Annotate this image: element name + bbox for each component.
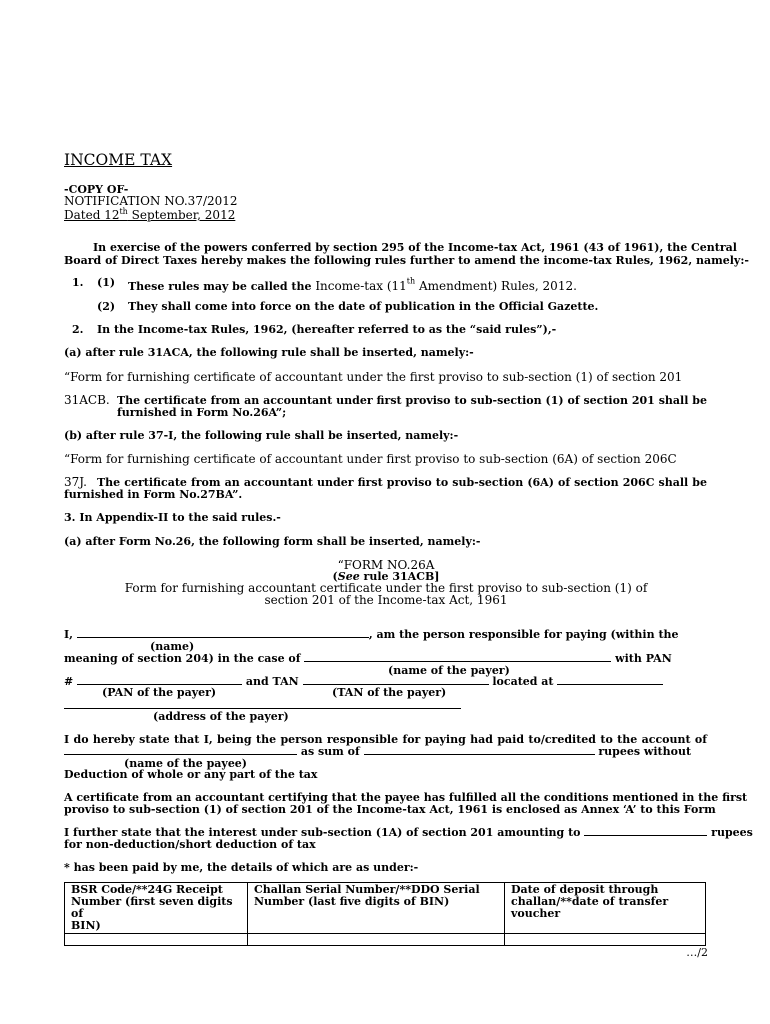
header-deposit-date: Date of deposit through challan/**date of transfer voucher: [505, 883, 706, 934]
rule-3-text: 3. In Appendix-II to the said rules.-: [64, 511, 281, 524]
table-header-row: [65, 883, 706, 934]
interest-line-2: for non-deduction/short deduction of tax: [64, 838, 316, 851]
address-caption: (address of the payer): [153, 710, 289, 723]
form-title: “FORM NO.26A: [337, 558, 435, 572]
rule-37j-text-1: The certificate from an accountant under first proviso to sub-section (6A) of section 206C shall be: [97, 476, 707, 489]
document-title: INCOME TAX: [64, 151, 173, 169]
rule-2-number: 2.: [72, 323, 84, 336]
rule-31acb-text-1: The certificate from an accountant under first proviso to sub-section (1) of section 201 shall be: [117, 394, 707, 407]
sum-blank[interactable]: [364, 745, 595, 755]
form-27ba-rule-heading: “Form for furnishing certificate of accountant under first proviso to sub-section (6A) of section 206C: [64, 452, 677, 466]
table-cell-bsr[interactable]: [65, 934, 248, 946]
pan-caption: (PAN of the payer): [102, 686, 217, 699]
form-line-name: I, , am the person responsible for paying (within the: [64, 628, 679, 641]
notification-date: Dated 12th September, 2012: [64, 207, 236, 222]
statement-line-2: as sum of rupees without: [64, 745, 691, 758]
form-line-pan-tan: # and TAN located at: [64, 675, 663, 688]
rule-1-text-2: They shall come into force on the date of publication in the Official Gazette.: [128, 300, 599, 313]
form-subtitle-2: section 201 of the Income-tax Act, 1961: [264, 593, 508, 607]
name-blank[interactable]: [77, 628, 369, 638]
form-26a-rule-heading: “Form for furnishing certificate of accountant under the first proviso to sub-section (1) of section 201: [64, 370, 683, 384]
certificate-line-1: A certificate from an accountant certifying that the payee has fulfilled all the conditions mentioned in the first: [64, 791, 748, 804]
payment-details-intro: * has been paid by me, the details of which are as under:-: [64, 861, 419, 874]
clause-a: (a) after rule 31ACA, the following rule shall be inserted, namely:-: [64, 346, 474, 359]
form-subtitle-1: Form for furnishing accountant certificate under the first proviso to sub-section (1) of: [124, 581, 648, 595]
rule-3-clause-a: (a) after Form No.26, the following form shall be inserted, namely:-: [64, 535, 481, 548]
table-cell-date[interactable]: [505, 934, 706, 946]
rule-1-text: These rules may be called the Income-tax (11th Amendment) Rules, 2012.: [128, 276, 577, 293]
table-cell-challan[interactable]: [248, 934, 505, 946]
payer-name-caption: (name of the payer): [388, 664, 510, 677]
rule-37j-text-2: furnished in Form No.27BA”.: [64, 488, 243, 501]
header-challan-serial: Challan Serial Number/**DDO Serial Number (last five digits of BIN): [248, 883, 505, 934]
rule-1-sub-2: (2): [97, 300, 116, 313]
notification-number: NOTIFICATION NO.37/2012: [64, 194, 238, 208]
copy-of-label: -COPY OF-: [64, 183, 129, 196]
rule-1-sub-1: (1): [97, 276, 116, 289]
pan-blank[interactable]: [77, 675, 242, 685]
payee-caption: (name of the payee): [124, 757, 248, 770]
form-line-payer: meaning of section 204) in the case of with PAN: [64, 652, 672, 665]
intro-line-2: Board of Direct Taxes hereby makes the following rules further to amend the income-tax Rules, 1962, namely:-: [64, 254, 749, 267]
deposit-table: [64, 882, 706, 946]
tan-blank[interactable]: [303, 675, 489, 685]
table-row: [65, 934, 706, 946]
tan-caption: (TAN of the payer): [332, 686, 447, 699]
payee-blank[interactable]: [64, 745, 297, 755]
form-see-rule: (See rule 31ACB]: [332, 570, 440, 583]
statement-line-4: Deduction of whole or any part of the tax: [64, 768, 318, 781]
rule-1-number: 1.: [72, 276, 84, 289]
interest-line-1: I further state that the interest under sub-section (1A) of section 201 amounting to rupees: [64, 826, 753, 839]
location-blank[interactable]: [557, 675, 663, 685]
header-bsr-code: BSR Code/**24G Receipt Number (first seven digits of BIN): [65, 883, 248, 934]
statement-line-1: I do hereby state that I, being the person responsible for paying had paid to/credited to the account of: [64, 733, 707, 746]
name-caption: (name): [150, 640, 195, 653]
clause-b: (b) after rule 37-I, the following rule shall be inserted, namely:-: [64, 429, 459, 442]
intro-line-1: In exercise of the powers conferred by section 295 of the Income-tax Act, 1961 (43 of 1961), the Central: [93, 241, 737, 254]
rule-31acb-text-2: furnished in Form No.26A”;: [117, 406, 287, 419]
interest-amount-blank[interactable]: [584, 826, 707, 836]
rule-37j-number: 37J.: [64, 475, 87, 489]
address-blank[interactable]: [64, 707, 461, 709]
certificate-line-2: proviso to sub-section (1) of section 201 of the Income-tax Act, 1961 is enclosed as Annex ‘A’ to this Form: [64, 803, 716, 816]
payer-name-blank[interactable]: [304, 652, 611, 662]
rule-31acb-number: 31ACB.: [64, 393, 110, 407]
rule-2-text: In the Income-tax Rules, 1962, (hereafter referred to as the “said rules”),-: [97, 323, 557, 336]
page-continuation-marker: …/2: [686, 946, 708, 959]
